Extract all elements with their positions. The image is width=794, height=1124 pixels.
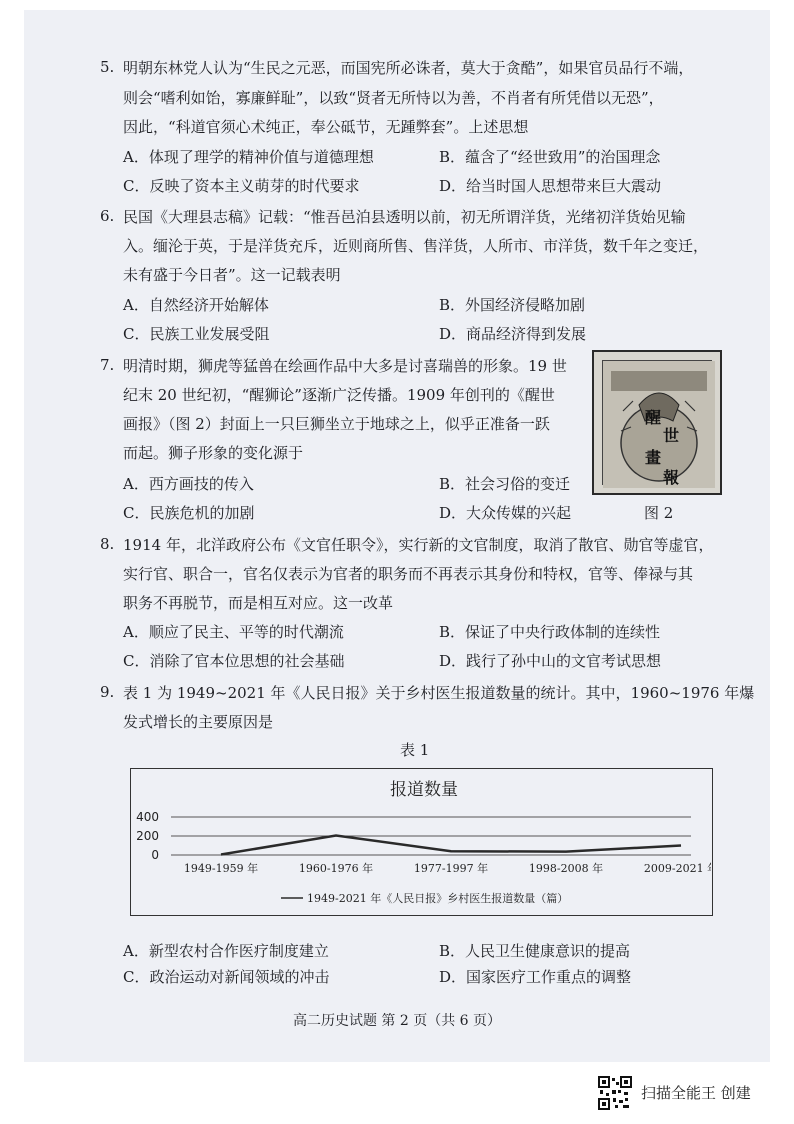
question-7-line-3: 画报》（图 2）封面上一只巨狮坐立于地球之上，似乎正准备一跃 [123,415,550,433]
question-5-option-a: A．体现了理学的精神价值与道德理想 [123,148,374,166]
question-7-line-4: 而起。狮子形象的变化源于 [123,444,304,462]
page-footer: 高二历史试题 第 2 页（共 6 页） [292,1013,502,1029]
figure-2-caption: 图 2 [644,504,674,522]
scanner-app-label: 扫描全能王 创建 [641,1084,751,1102]
question-5-option-c: C．反映了资本主义萌芽的时代要求 [123,177,360,195]
question-6-option-a: A．自然经济开始解体 [123,296,269,314]
legend-label: 1949-2021 年《人民日报》乡村医生报道数量（篇） [307,892,569,905]
report-count-chart [130,768,713,916]
x-tick-label-2: 1960-1976 年 [298,862,374,875]
question-6-line-2: 入。缅沦于英，于是洋货充斥，近则商所售、售洋货，人所市、市洋货，数千年之变迁， [123,237,709,255]
question-6-number: 6. [100,207,115,225]
x-tick-label-5: 2009-2021 年 [643,862,711,875]
y-tick-label-200: 200 [136,829,159,843]
question-7-option-c: C．民族危机的加剧 [123,504,255,522]
cover-char-2: 世 [663,426,680,445]
question-7-number: 7. [100,356,115,374]
question-5-line-3: 因此，“科道官须心术纯正，奉公砥节，无踵弊套”。上述思想 [123,118,529,136]
qr-code-icon [598,1076,632,1110]
x-tick-label-4: 1998-2008 年 [528,862,604,875]
question-5-number: 5. [100,58,115,76]
question-7-option-b: B．社会习俗的变迁 [439,475,571,493]
question-7-option-d: D．大众传媒的兴起 [439,504,572,522]
question-8-line-2: 实行官、职合一，官名仅表示为官者的职务而不再表示其身份和特权，官等、俸禄与其 [123,565,694,583]
cover-char-4: 報 [663,468,680,487]
line-chart-canvas [131,769,711,914]
cover-illustration [602,360,712,485]
question-5-option-d: D．给当时国人思想带来巨大震动 [439,177,662,195]
table-1-label: 表 1 [400,741,430,759]
xingshi-huabao-cover-image [592,350,722,495]
question-6-line-3: 未有盛于今日者”。这一记载表明 [123,266,341,284]
question-9-option-c: C．政治运动对新闻领域的冲击 [123,968,330,986]
x-tick-label-1: 1949-1959 年 [183,862,259,875]
question-8-option-c: C．消除了官本位思想的社会基础 [123,652,345,670]
question-8-option-a: A．顺应了民主、平等的时代潮流 [123,623,344,641]
question-5-option-b: B．蕴含了“经世致用”的治国理念 [439,148,661,166]
question-9-option-b: B．人民卫生健康意识的提高 [439,942,631,960]
y-tick-label-0: 0 [151,848,159,862]
question-9-line-1: 表 1 为 1949~2021 年《人民日报》关于乡村医生报道数量的统计。其中，1960~1976 年爆 [123,684,755,702]
chart-title: 报道数量 [390,780,458,800]
series-line [221,836,681,855]
question-7-option-a: A．西方画技的传入 [123,475,254,493]
cover-char-1: 醒 [645,408,662,427]
question-8-option-d: D．践行了孙中山的文官考试思想 [439,652,662,670]
question-9-line-2: 发式增长的主要原因是 [123,713,274,731]
x-tick-label-3: 1977-1997 年 [413,862,489,875]
question-9-number: 9. [100,683,115,701]
question-9-option-d: D．国家医疗工作重点的调整 [439,968,632,986]
question-8-line-3: 职务不再脱节，而是相互对应。这一改革 [123,594,394,612]
y-tick-label-400: 400 [136,810,159,824]
question-8-number: 8. [100,535,115,553]
question-8-line-1: 1914 年，北洋政府公布《文官任职令》，实行新的文官制度，取消了散官、勋官等虚官， [123,536,714,554]
question-5-line-2: 则会“嗜利如饴，寡廉鲜耻”，以致“贤者无所恃以为善，不肖者有所凭借以无恐”， [123,89,664,107]
question-7-line-2: 纪末 20 世纪初，“醒狮论”逐渐广泛传播。1909 年创刊的《醒世 [123,386,555,404]
cover-char-3: 畫 [645,448,662,467]
question-6-option-d: D．商品经济得到发展 [439,325,587,343]
question-8-option-b: B．保证了中央行政体制的连续性 [439,623,661,641]
question-6-line-1: 民国《大理县志稿》记载：“惟吾邑泊县透明以前，初无所谓洋货，光绪初洋货始见输 [123,208,686,226]
question-6-option-b: B．外国经济侵略加剧 [439,296,586,314]
question-6-option-c: C．民族工业发展受阻 [123,325,270,343]
question-5-line-1: 明朝东林党人认为“生民之元恶，而国宪所必诛者，莫大于贪酷”，如果官员品行不端， [123,59,694,77]
question-9-option-a: A．新型农村合作医疗制度建立 [123,942,329,960]
question-7-line-1: 明清时期，狮虎等猛兽在绘画作品中大多是讨喜瑞兽的形象。19 世 [123,357,567,375]
